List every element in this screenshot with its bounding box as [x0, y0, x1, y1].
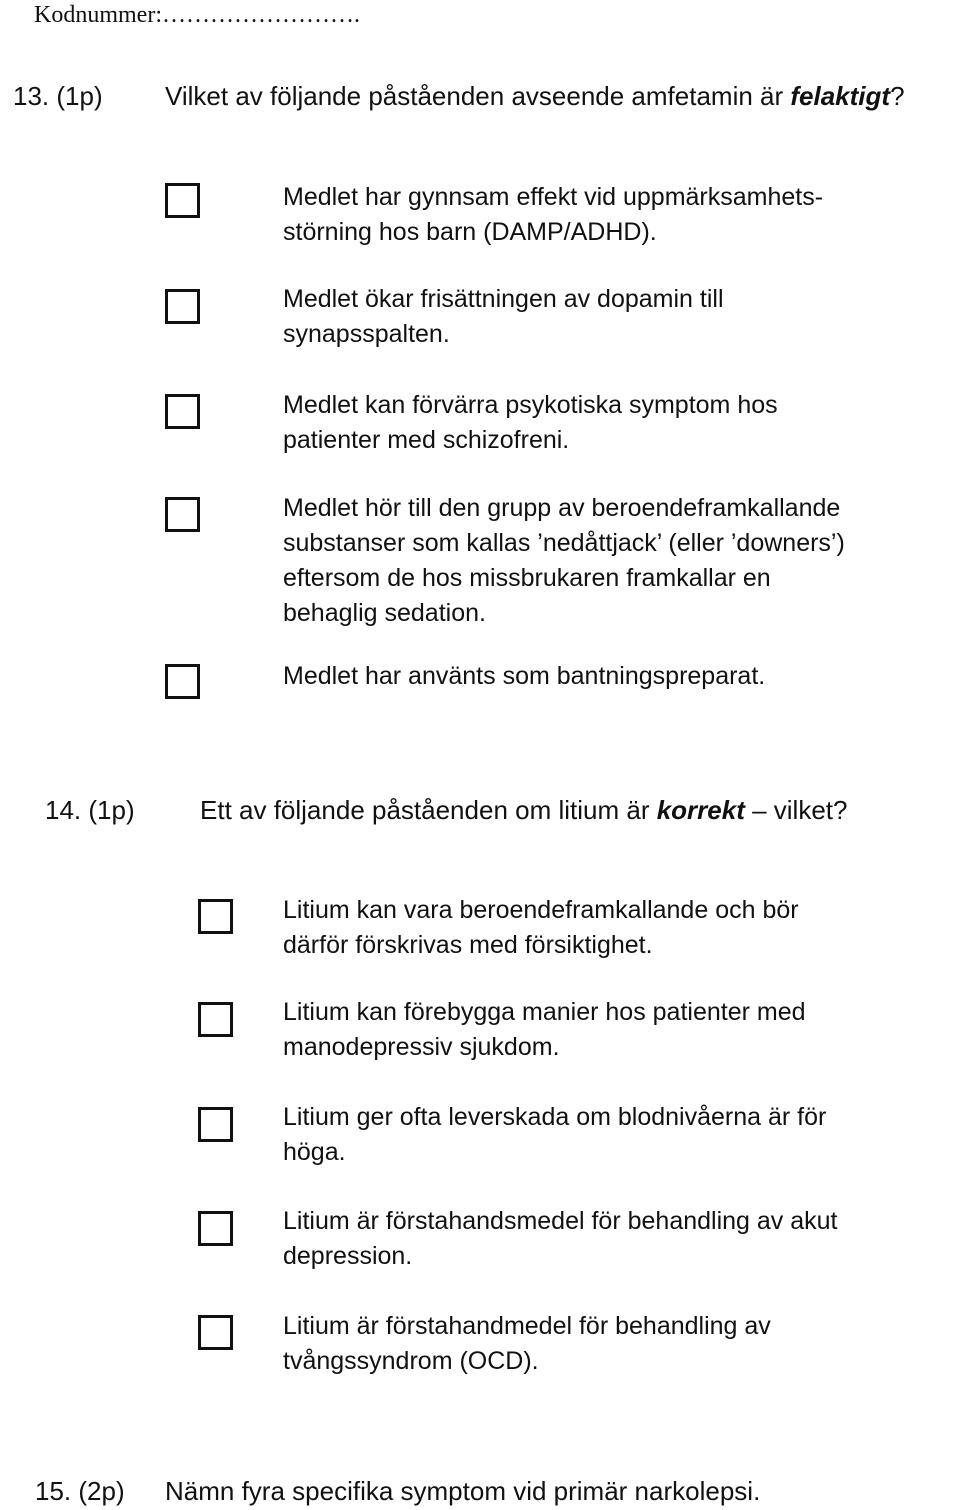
- q14-option-4-line-2: depression.: [283, 1242, 413, 1270]
- q14-option-5-line-2: tvångssyndrom (OCD).: [283, 1347, 539, 1375]
- q13-option-4-line-2: substanser som kallas ’nedåttjack’ (eller ’downers’): [283, 529, 845, 557]
- q13-option-4-line-3: eftersom de hos missbrukaren framkallar en: [283, 564, 771, 592]
- q14-option-2-line-1: Litium kan förebygga manier hos patienter med: [283, 998, 806, 1026]
- q14-question-emphasis: korrekt: [656, 795, 745, 825]
- q14-question: [200, 792, 847, 829]
- q13-number: 13. (1p): [13, 81, 103, 111]
- q13-option-4-checkbox[interactable]: [165, 497, 200, 532]
- q13-option-2: [283, 282, 724, 352]
- q14-option-2: [283, 995, 806, 1065]
- q13-option-1-checkbox[interactable]: [165, 183, 200, 218]
- q13-option-1: [283, 180, 823, 250]
- q14-option-1-checkbox[interactable]: [198, 899, 233, 934]
- q14-option-5: [283, 1309, 771, 1379]
- q14-option-1-line-2: därför förskrivas med försiktighet.: [283, 931, 653, 959]
- q14-number: 14. (1p): [45, 795, 135, 825]
- q14-option-4-checkbox[interactable]: [198, 1211, 233, 1246]
- q13-question-emphasis: felaktigt: [790, 81, 891, 111]
- q13-option-1-line-1: Medlet har gynnsam effekt vid uppmärksamhets-: [283, 183, 824, 211]
- q13-option-5: [283, 659, 765, 694]
- q14-option-4-line-1: Litium är förstahandsmedel för behandling av akut: [283, 1207, 838, 1235]
- q13-option-4-line-4: behaglig sedation.: [283, 599, 486, 627]
- q13-option-3-line-1: Medlet kan förvärra psykotiska symptom hos: [283, 391, 778, 419]
- q14-option-5-checkbox[interactable]: [198, 1315, 233, 1350]
- q13-option-1-line-2: störning hos barn (DAMP/ADHD).: [283, 218, 657, 246]
- q14-option-4: [283, 1204, 838, 1274]
- q13-option-5-checkbox[interactable]: [165, 664, 200, 699]
- q14-option-3: [283, 1100, 826, 1170]
- q15-number: 15. (2p): [35, 1476, 125, 1506]
- q14-option-2-line-2: manodepressiv sjukdom.: [283, 1033, 560, 1061]
- q13-option-2-line-2: synapsspalten.: [283, 320, 450, 348]
- q15-question: Nämn fyra specifika symptom vid primär narkolepsi.: [165, 1476, 761, 1506]
- q13-question: [165, 78, 905, 115]
- q14-option-2-checkbox[interactable]: [198, 1002, 233, 1037]
- q14-option-3-checkbox[interactable]: [198, 1107, 233, 1142]
- q13-option-4: [283, 491, 845, 631]
- q13-option-3-line-2: patienter med schizofreni.: [283, 426, 570, 454]
- q13-option-2-checkbox[interactable]: [165, 289, 200, 324]
- q14-option-1-line-1: Litium kan vara beroendeframkallande och bör: [283, 896, 799, 924]
- q14-question-text: Ett av följande påståenden om litium är: [200, 795, 657, 825]
- q13-option-3-checkbox[interactable]: [165, 394, 200, 429]
- kodnummer-label: Kodnummer:…………………….: [34, 2, 360, 28]
- q14-question-end: – vilket?: [744, 795, 848, 825]
- q14-option-3-line-2: höga.: [283, 1138, 346, 1166]
- q13-question-end: ?: [890, 81, 905, 111]
- q13-option-5-line-1: Medlet har använts som bantningspreparat.: [283, 662, 766, 690]
- q13-option-2-line-1: Medlet ökar frisättningen av dopamin till: [283, 285, 724, 313]
- q13-option-4-line-1: Medlet hör till den grupp av beroendeframkallande: [283, 494, 841, 522]
- q14-option-3-line-1: Litium ger ofta leverskada om blodnivåerna är för: [283, 1103, 827, 1131]
- q13-option-3: [283, 388, 778, 458]
- q14-option-5-line-1: Litium är förstahandmedel för behandling av: [283, 1312, 771, 1340]
- q13-question-text: Vilket av följande påståenden avseende amfetamin är: [165, 81, 791, 111]
- q14-option-1: [283, 893, 799, 963]
